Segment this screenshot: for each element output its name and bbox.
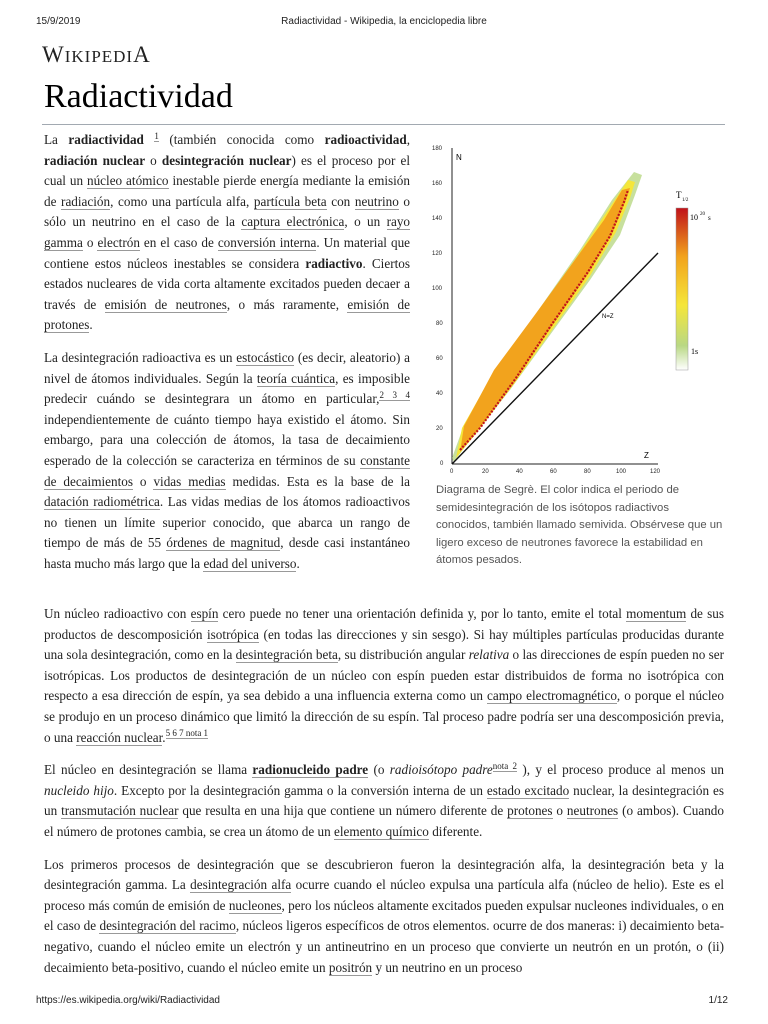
page-number: 1/12 — [708, 995, 728, 1006]
link-desintegracion-alfa[interactable]: desintegración alfa — [190, 877, 292, 893]
ref-link[interactable]: 2 3 4 — [379, 389, 411, 400]
link-particula-beta[interactable]: partícula beta — [253, 193, 327, 209]
paragraph-spin: Un núcleo radioactivo con espín cero puede no tener una orientación definida y, por lo tanto, emite el total momentum de sus productos de descomposición isotrópica (en todas las direcciones y sin sesgo). Si hay múltiples partículas producidas durante una sola desintegración, como en la desintegración beta, su distribución angular relativa o las direcciones de espín pueden no ser isotrópicas. Los productos de desintegración de un núcleo con espín pueden estar distribuidos de forma no isotrópica con respecto a esa dirección de espín, ya sea debido a una influencia externa como un campo electromagnético, o porque el núcleo se produjo en un proceso dinámico que limitó la dirección de su espín. Tal proceso padre podría ser una descomposición previa, o una reacción nuclear.$^{5 6 7 nota 1}$ — [44, 606, 725, 745]
x-tick: 20 — [482, 469, 489, 475]
svg-text:T: T — [676, 190, 682, 200]
print-url: https://es.wikipedia.org/wiki/Radiactividad — [36, 995, 220, 1006]
link-espin[interactable]: espín — [190, 606, 219, 621]
y-tick: 160 — [432, 181, 443, 187]
paragraph-intro: La radiactividad $^1$ (también conocida como radioactividad, radiación nuclear o desintegración nuclear) es el proceso por el cual un núcleo atómico inestable pierde energía mediante la emisión de radiación, como una partícula alfa, partícula beta con neutrino o sólo un neutrino en el caso de la captura electrónica, o un rayo gamma o electrón en el caso de conversión interna. Un material que contiene estos núcleos inestables se considera radiactivo. Ciertos estados nucleares de vida corta altamente excitados pueden decaer a través de emisión de neutrones, o más raramente, emisión de protones. — [44, 130, 411, 333]
ref-link[interactable]: 1 — [154, 130, 159, 141]
svg-text:s: s — [708, 214, 711, 222]
y-tick: 180 — [432, 146, 443, 152]
note-link[interactable]: nota 2 — [492, 760, 518, 771]
ref-link[interactable]: 5 6 7 nota 1 — [165, 728, 209, 739]
segre-diagram[interactable] — [430, 140, 726, 475]
y-tick: 100 — [432, 286, 443, 292]
link-conversion-interna[interactable]: conversión interna — [217, 234, 317, 250]
link-emision-protones[interactable]: emisión de protones — [44, 296, 410, 333]
paragraph-parent-nuclide: El núcleo en desintegración se llama radionucleido padre (o radioisótopo padre$^{nota 2}$ ), y el proceso produce al menos un nucleido hijo. Excepto por la desintegración gamma o la conversión interna de un estado excitado nuclear, la desintegración es un transmutación nuclear que resulta en una hija que contiene un número diferente de protones o neutrones (o ambos). Cuando el número de protones cambia, se crea un átomo de un elemento químico diferente. — [44, 760, 724, 839]
link-estocastico[interactable]: estocástico — [236, 349, 295, 365]
link-rayo-gamma[interactable]: rayo gamma — [44, 214, 411, 250]
link-campo-electromagnetico[interactable]: campo electromagnético — [486, 688, 617, 704]
link-estado-excitado[interactable]: estado excitado — [486, 782, 570, 798]
link-elemento-quimico[interactable]: elemento químico — [334, 823, 429, 839]
x-axis-label: Z — [644, 451, 649, 460]
x-tick: 100 — [616, 469, 627, 475]
link-neutrones[interactable]: neutrones — [566, 803, 619, 819]
y-tick: 120 — [432, 251, 443, 257]
y-axis-label: N — [456, 153, 462, 162]
link-neutrino[interactable]: neutrino — [354, 193, 399, 209]
link-vidas-medias[interactable]: vidas medias — [153, 473, 226, 489]
link-edad-universo[interactable]: edad del universo — [203, 555, 297, 571]
link-electron[interactable]: electrón — [97, 234, 140, 250]
print-header — [0, 16, 768, 30]
print-page-title: Radiactividad - Wikipedia, la enciclopedia libre — [281, 16, 487, 27]
svg-text:1/2: 1/2 — [682, 198, 689, 203]
link-radionucleido-padre[interactable]: radionucleido padre — [252, 762, 369, 778]
figure-caption: Diagrama de Segrè. El color indica el periodo de semidesintegración de los isótopos radiactivos conocidos, también llamado semivida. Obsérvese que un ligero exceso de neutrones favorece la estabilidad en átomos pesados. — [436, 484, 723, 566]
logo-last-letter: A — [133, 42, 151, 67]
link-reaccion-nuclear[interactable]: reacción nuclear — [76, 729, 163, 745]
paragraph-stochastic: La desintegración radioactiva es un estocástico (es decir, aleatorio) a nivel de átomos individuales. Según la teoría cuántica, es imposible predecir cuándo se desintegrara un átomo en particular,$^{2 3 4}$ independientemente de cuánto tiempo haya existido el átomo. Sin embargo, para una colección de átomos, la tasa de decaimiento esperado de la colección se caracteriza en términos de su constante de decaimientos o vidas medias medidas. Esta es la base de la datación radiométrica. Las vidas medias de los átomos radioactivos no tienen un límite superior conocido, que abarca un rango de tiempo de más de 55 órdenes de magnitud, desde casi instantáneo hasta mucho más largo que la edad del universo. — [44, 349, 411, 571]
y-tick: 80 — [436, 321, 443, 327]
paragraph-decay-types: Los primeros procesos de desintegración que se descubrieron fueron la desintegración alfa, la desintegración beta y la desintegración gamma. La desintegración alfa ocurre cuando el núcleo expulsa una partícula alfa (núcleo de helio). Este es el proceso más común de emisión de nucleones, pero los núcleos altamente excitados pueden expulsar nucleones individuales, o en el caso de desintegración del racimo, núcleos ligeros específicos de otros elementos. ocurre de dos maneras: i) decaimiento beta-negativo, cuando el núcleo emite un electrón y un antineutrino en un proceso que convierte un neutrón en un protón, o (ii) decaimiento beta-positivo, cuando el núcleo emite un positrón y un neutrino en un proceso — [44, 856, 724, 975]
y-tick: 0 — [440, 461, 444, 467]
svg-text:20: 20 — [700, 212, 705, 217]
y-tick: 140 — [432, 216, 443, 222]
link-protones[interactable]: protones — [507, 803, 553, 819]
x-tick: 120 — [650, 469, 661, 475]
link-isotropica[interactable]: isotrópica — [207, 626, 260, 642]
y-tick: 20 — [436, 426, 443, 432]
link-emision-neutrones[interactable]: emisión de neutrones — [104, 296, 227, 312]
link-teoria-cuantica[interactable]: teoría cuántica — [256, 370, 336, 386]
n-equals-z-line — [452, 253, 658, 464]
article-title: Radiactividad — [44, 78, 233, 115]
wikipedia-logo[interactable] — [42, 42, 151, 68]
link-nucleones[interactable]: nucleones — [228, 897, 282, 913]
y-tick: 40 — [436, 391, 443, 397]
link-captura-electronica[interactable]: captura electrónica — [241, 214, 345, 230]
x-tick: 40 — [516, 469, 523, 475]
print-date: 15/9/2019 — [36, 16, 81, 27]
x-tick: 0 — [450, 469, 454, 475]
logo-first-letter: W — [42, 42, 65, 67]
link-desintegracion-beta[interactable]: desintegración beta — [235, 647, 338, 663]
y-tick: 60 — [436, 356, 443, 362]
svg-text:1s: 1s — [691, 347, 699, 356]
x-tick: 60 — [550, 469, 557, 475]
link-constante-decaimientos[interactable]: constante de decaimientos — [44, 452, 410, 489]
link-ordenes-magnitud[interactable]: órdenes de magnitud — [166, 535, 281, 551]
n-equals-z-label: N=Z — [602, 314, 614, 320]
link-desintegracion-racimo[interactable]: desintegración del racimo — [99, 918, 236, 934]
half-life-legend — [676, 190, 711, 370]
link-positron[interactable]: positrón — [328, 959, 373, 975]
body-text — [44, 604, 724, 990]
link-datacion-radiometrica[interactable]: datación radiométrica — [44, 494, 160, 510]
logo-middle-letters: IKIPEDI — [64, 47, 134, 66]
title-divider — [42, 124, 725, 125]
link-radiacion[interactable]: radiación — [61, 193, 111, 209]
x-tick: 80 — [584, 469, 591, 475]
link-transmutacion-nuclear[interactable]: transmutación nuclear — [61, 803, 179, 819]
svg-text:10: 10 — [690, 213, 698, 222]
link-momentum[interactable]: momentum — [626, 606, 687, 621]
intro-column — [44, 130, 410, 586]
link-nucleo-atomico[interactable]: núcleo atómico — [86, 173, 169, 189]
